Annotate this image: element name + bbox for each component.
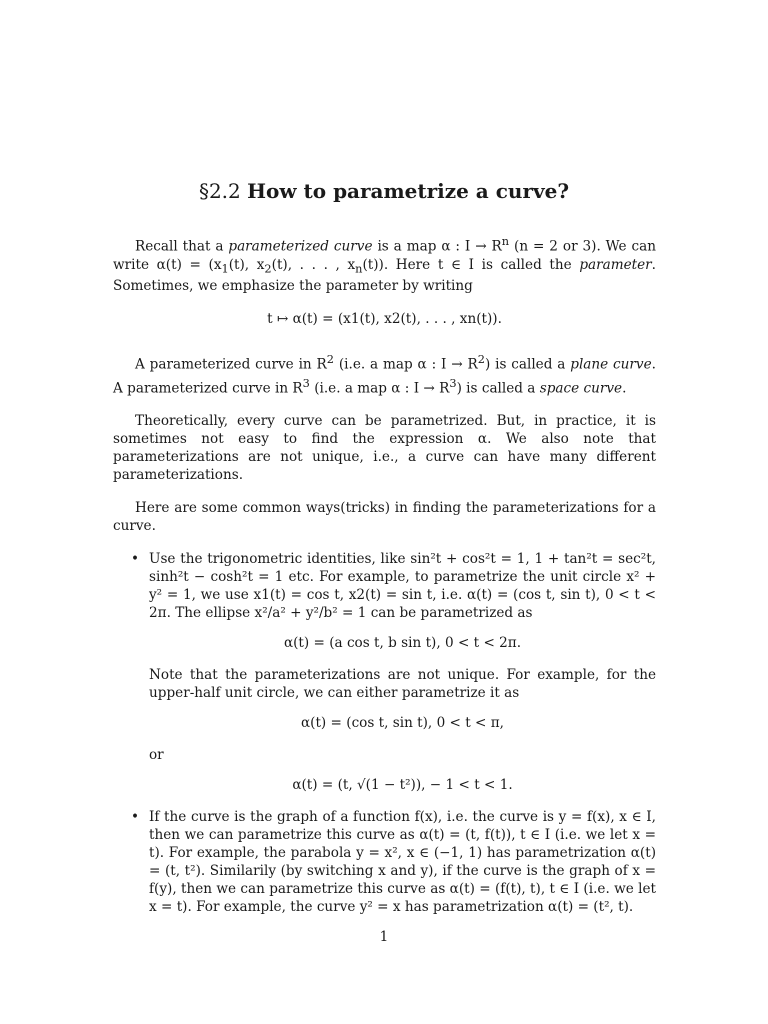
theory-paragraph: Theoretically, every curve can be parametrized. But, in practice, it is sometimes not easy to find the expression α. We also note that parameterizations are not unique, i.e., a curve can have many different parameterizations. — [113, 413, 656, 484]
item1-text: Use the trigonometric identities, like sin²t + cos²t = 1, 1 + tan²t = sec²t, sinh²t − cosh²t = 1 etc. For example, to parametrize the unit circle x² + y² = 1, we use x1(t) = cos t, x2(t) = sin t, i.e. α(t) = (cos t, sin t), 0 < t < 2π. The ellipse x²/a² + y²/b² = 1 can be parametrized as — [149, 551, 656, 622]
plane-text-b: (i.e. a map α : I → R — [338, 356, 478, 373]
item1-display: α(t) = (a cos t, b sin t), 0 < t < 2π. — [283, 635, 522, 652]
plane-text-f: ) is called a — [456, 380, 536, 397]
term-plane-curve: plane curve — [570, 356, 652, 373]
plane-text-d: . A parameterized curve in R — [113, 356, 656, 397]
intro-paragraph — [113, 232, 656, 295]
section-title — [0, 178, 768, 204]
tricks-list — [113, 550, 656, 916]
sup-2: 2 — [326, 352, 334, 367]
intro-term-parameterized-curve: parameterized curve — [228, 238, 373, 255]
intro-text-6: (t)). Here t ∈ I is called the — [362, 256, 572, 273]
sup-3: 3 — [302, 375, 310, 390]
plane-text-a: A parameterized curve in R — [135, 356, 327, 373]
list-item — [113, 550, 656, 794]
list-item — [113, 808, 656, 916]
sub-2: 2 — [264, 261, 272, 276]
bullet-icon: • — [131, 809, 140, 826]
item1-note: Note that the parameterizations are not unique. For example, for the upper-half unit circle, we can either parametrize it as — [149, 667, 656, 702]
sub-1: 1 — [221, 261, 229, 276]
intro-term-parameter: parameter — [579, 256, 652, 273]
intro-text-4: (t), x — [228, 256, 265, 273]
intro-text-7: . Sometimes, we emphasize the parameter by writing — [113, 256, 656, 295]
display-equation-1: t ↦ α(t) = (x1(t), x2(t), . . . , xn(t)). — [267, 311, 502, 328]
item1-or: or — [149, 747, 164, 764]
document-body — [113, 232, 656, 930]
sup-2b: 2 — [477, 352, 485, 367]
plane-space-paragraph — [113, 350, 656, 397]
page-number: 1 — [379, 929, 389, 945]
intro-sup-n: n — [501, 234, 510, 248]
item1-display3: α(t) = (t, √(1 − t²)), − 1 < t < 1. — [292, 777, 513, 794]
intro-text-1: Recall that a — [135, 238, 224, 255]
sup-3b: 3 — [449, 375, 457, 390]
intro-text-2: is a map α : I → R — [377, 238, 502, 255]
item2-text: If the curve is the graph of a function f(x), i.e. the curve is y = f(x), x ∈ I, then we can parametrize this curve as α(t) = (t, f(t)), t ∈ I (i.e. we let x = t). For example, the parabola y = x², x ∈ (−1, 1) has parametrization α(t) = (t, t²). Similarily (by switching x and y), if the curve is the graph of x = f(y), then we can parametrize this curve as α(t) = (f(t), t), t ∈ I (i.e. we let x = t). For example, the curve y² = x has parametrization α(t) = (t², t). — [149, 809, 656, 916]
plane-text-g: . — [622, 380, 627, 397]
common-ways-paragraph: Here are some common ways(tricks) in finding the parameterizations for a curve. — [113, 500, 656, 535]
intro-text-3: (n = 2 or 3). We can write α(t) = (x — [113, 238, 656, 273]
plane-text-c: ) is called a — [484, 356, 566, 373]
item1-display2: α(t) = (cos t, sin t), 0 < t < π, — [300, 715, 505, 732]
section-number: §2.2 — [198, 179, 241, 203]
section-heading: How to parametrize a curve? — [247, 179, 570, 203]
intro-text-5: (t), . . . , x — [271, 256, 356, 273]
sub-n: n — [355, 261, 363, 276]
bullet-icon: • — [131, 551, 140, 568]
plane-text-e: (i.e. a map α : I → R — [314, 380, 450, 397]
term-space-curve: space curve — [539, 380, 623, 397]
